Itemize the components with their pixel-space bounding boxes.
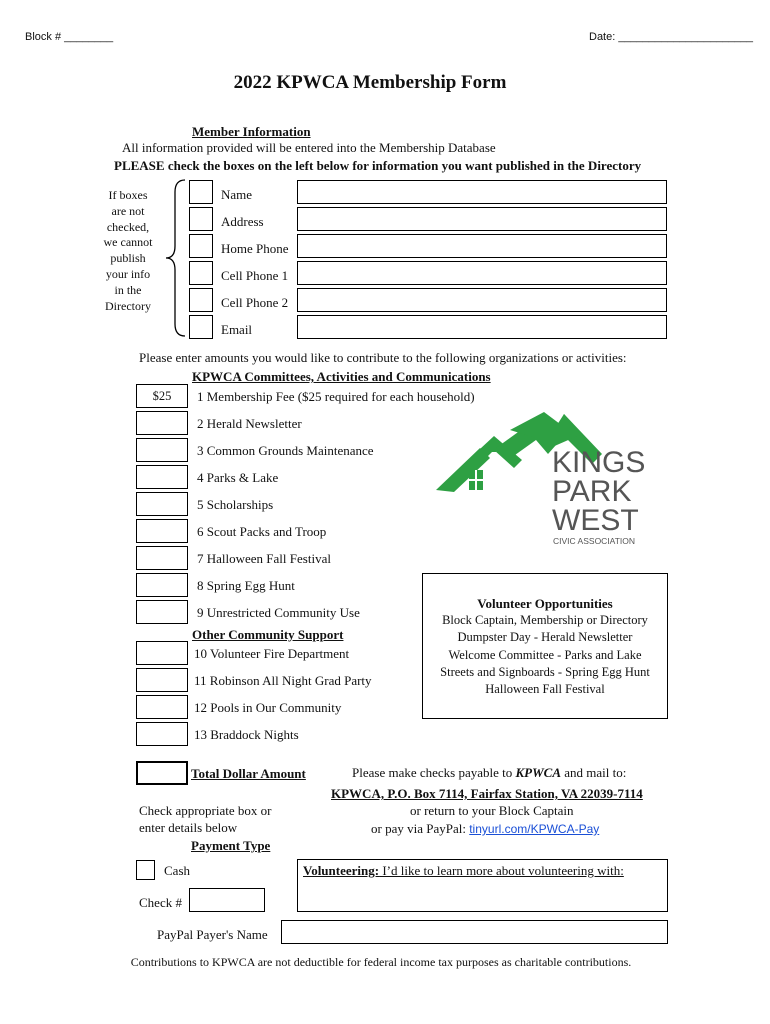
logo-text-west: WEST — [552, 504, 639, 537]
email-input[interactable] — [297, 315, 667, 339]
amount-input-7[interactable] — [136, 546, 188, 570]
cash-checkbox[interactable] — [136, 860, 155, 880]
item-label-6: 6 Scout Packs and Troop — [197, 524, 327, 539]
publish-checkbox-home-phone[interactable] — [189, 234, 213, 258]
field-label-name: Name — [221, 187, 253, 202]
page-title: 2022 KPWCA Membership Form — [233, 72, 507, 93]
paypal-line-pre: or pay via PayPal: — [371, 821, 470, 836]
item-label-5: 5 Scholarships — [197, 497, 274, 512]
volunteer-box-title: Volunteer Opportunities — [477, 596, 613, 611]
publish-checkbox-address[interactable] — [189, 207, 213, 231]
item-label-2: 2 Herald Newsletter — [197, 416, 302, 431]
cash-label: Cash — [164, 863, 190, 878]
membership-fee-amount: $25 — [152, 389, 172, 403]
amount-input-8[interactable] — [136, 573, 188, 597]
volunteer-line-5: Halloween Fall Festival — [485, 682, 605, 697]
cell-phone-1-input[interactable] — [297, 261, 667, 285]
item-label-1: 1 Membership Fee ($25 required for each household) — [197, 389, 475, 404]
field-label-email: Email — [221, 322, 253, 337]
publish-checkbox-cell-phone-1[interactable] — [189, 261, 213, 285]
field-label-address: Address — [221, 214, 264, 229]
paypal-link[interactable]: tinyurl.com/KPWCA-Pay — [469, 822, 600, 836]
volunteering-text: I’d like to learn more about volunteering with: — [379, 863, 624, 878]
amount-input-1[interactable] — [136, 384, 188, 408]
total-label: Total Dollar Amount — [191, 766, 306, 781]
kings-park-west-logo — [432, 408, 662, 558]
block-number: Block # ________ — [25, 31, 114, 43]
brace-icon — [163, 178, 187, 338]
amount-input-4[interactable] — [136, 465, 188, 489]
amount-input-13[interactable] — [136, 722, 188, 746]
paypal-payer-input[interactable] — [281, 920, 668, 944]
block-captain-note: or return to your Block Captain — [410, 803, 574, 818]
mail-instruction-post: and mail to: — [561, 765, 627, 780]
volunteering-label: Volunteering: — [303, 863, 380, 878]
item-label-9: 9 Unrestricted Community Use — [197, 605, 360, 620]
payment-type-heading: Payment Type — [191, 838, 271, 853]
item-label-4: 4 Parks & Lake — [197, 470, 279, 485]
home-phone-input[interactable] — [297, 234, 667, 258]
field-label-home-phone: Home Phone — [221, 241, 289, 256]
name-input[interactable] — [297, 180, 667, 204]
volunteer-line-2: Dumpster Day - Herald Newsletter — [457, 630, 633, 645]
date-field: Date: ______________________ — [589, 31, 753, 43]
cell-phone-2-input[interactable] — [297, 288, 667, 312]
amount-input-9[interactable] — [136, 600, 188, 624]
paypal-line — [371, 821, 599, 837]
item-label-3: 3 Common Grounds Maintenance — [197, 443, 374, 458]
field-label-cell-phone-1: Cell Phone 1 — [221, 268, 289, 283]
publish-note: If boxes are not checked, we cannot publish your info in the Directory — [103, 188, 153, 313]
item-label-13: 13 Braddock Nights — [194, 727, 299, 742]
mailing-address: KPWCA, P.O. Box 7114, Fairfax Station, VA 22039-7114 — [331, 786, 643, 801]
logo-text-civic: CIVIC ASSOCIATION — [553, 536, 636, 546]
publish-checkbox-name[interactable] — [189, 180, 213, 204]
contribution-intro: Please enter amounts you would like to contribute to the following organizations or activities: — [139, 350, 627, 365]
amount-input-2[interactable] — [136, 411, 188, 435]
item-label-11: 11 Robinson All Night Grad Party — [194, 673, 372, 688]
other-support-heading: Other Community Support — [192, 627, 344, 642]
committees-heading: KPWCA Committees, Activities and Communications — [192, 369, 491, 384]
volunteering-prompt — [303, 863, 667, 879]
address-input[interactable] — [297, 207, 667, 231]
volunteer-opportunities-box — [422, 573, 668, 719]
item-label-8: 8 Spring Egg Hunt — [197, 578, 295, 593]
logo-text-park: PARK — [552, 475, 632, 508]
field-label-cell-phone-2: Cell Phone 2 — [221, 295, 289, 310]
publish-checkbox-cell-phone-2[interactable] — [189, 288, 213, 312]
payment-instructions-2: enter details below — [139, 820, 238, 835]
paypal-payer-label: PayPal Payer's Name — [157, 927, 268, 942]
volunteer-line-4: Streets and Signboards - Spring Egg Hunt — [440, 664, 650, 679]
amount-input-6[interactable] — [136, 519, 188, 543]
item-label-10: 10 Volunteer Fire Department — [194, 646, 350, 661]
member-info-heading: Member Information — [192, 124, 311, 139]
amount-input-11[interactable] — [136, 668, 188, 692]
total-amount-input[interactable] — [136, 761, 188, 785]
item-label-12: 12 Pools in Our Community — [194, 700, 342, 715]
volunteering-input[interactable] — [297, 859, 668, 912]
volunteer-line-3: Welcome Committee - Parks and Lake — [448, 647, 642, 662]
member-info-line2: PLEASE check the boxes on the left below for information you want published in the Directory — [114, 158, 642, 173]
member-info-line1: All information provided will be entered into the Membership Database — [122, 140, 496, 155]
amount-input-3[interactable] — [136, 438, 188, 462]
mail-instruction — [352, 765, 626, 781]
tax-disclaimer: Contributions to KPWCA are not deductible for federal income tax purposes as charitable contributions. — [130, 955, 632, 969]
amount-input-10[interactable] — [136, 641, 188, 665]
item-label-7: 7 Halloween Fall Festival — [197, 551, 331, 566]
publish-checkbox-email[interactable] — [189, 315, 213, 339]
logo-text-kings: KINGS — [552, 446, 646, 479]
mail-instruction-pre: Please make checks payable to — [352, 765, 516, 780]
amount-input-5[interactable] — [136, 492, 188, 516]
check-number-input[interactable] — [189, 888, 265, 912]
payee-name: KPWCA — [515, 765, 562, 780]
volunteer-line-1: Block Captain, Membership or Directory — [442, 613, 648, 627]
amount-input-12[interactable] — [136, 695, 188, 719]
check-number-label: Check # — [139, 895, 182, 910]
payment-instructions-1: Check appropriate box or — [139, 803, 272, 818]
